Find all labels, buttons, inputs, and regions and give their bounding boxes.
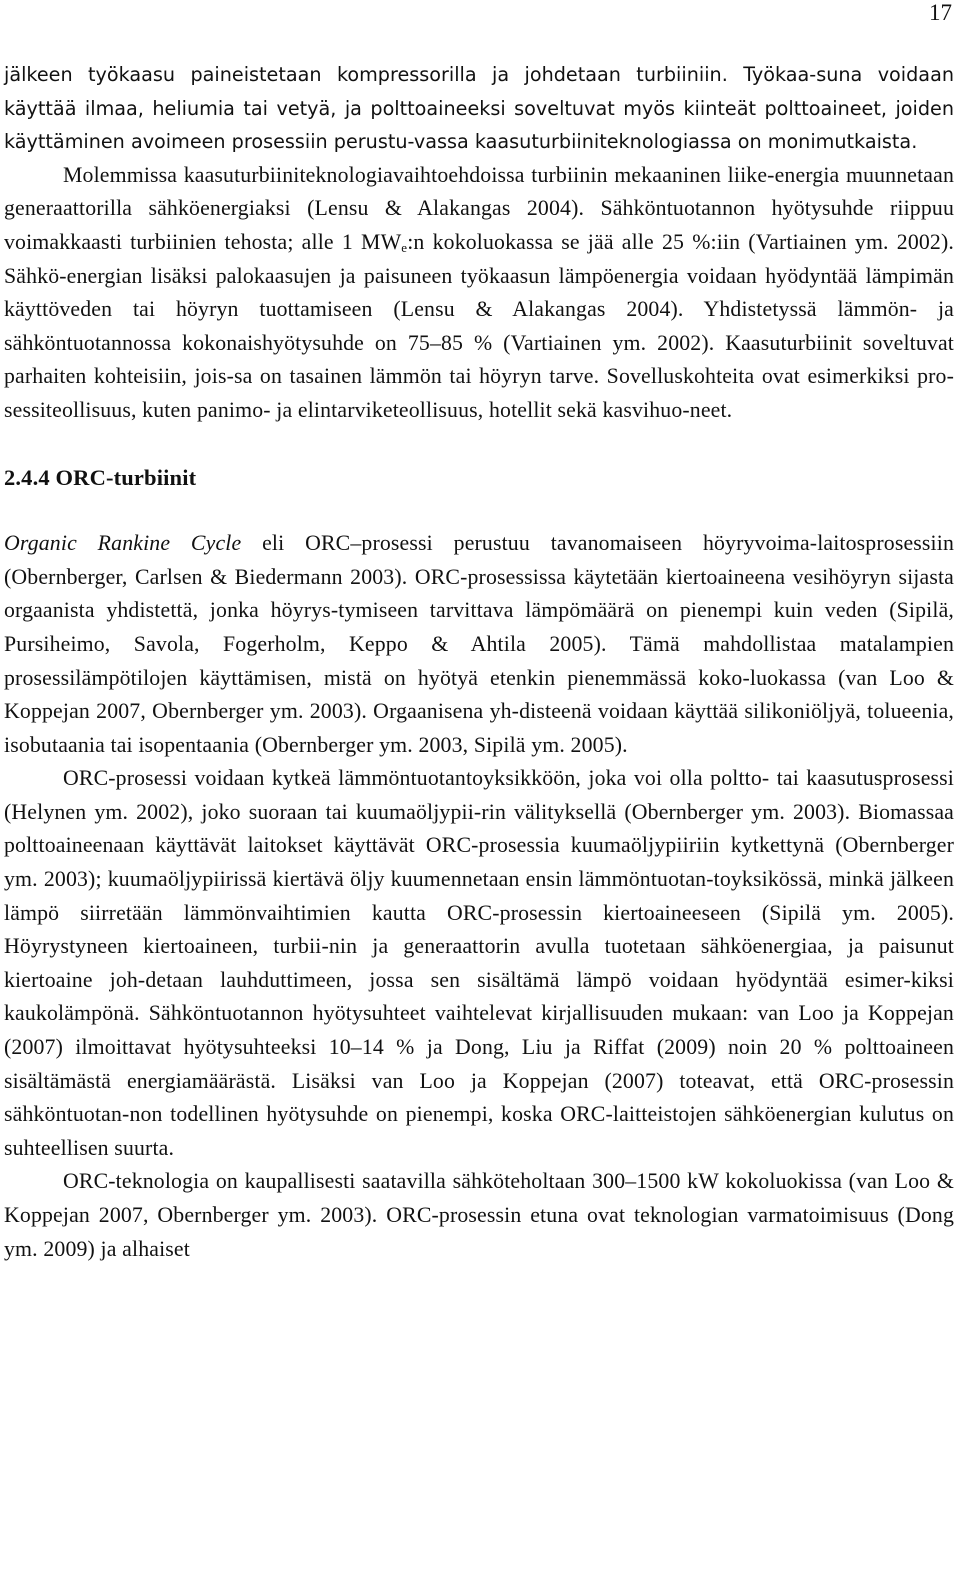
paragraph-orc-technology: ORC-teknologia on kaupallisesti saatavilla sähköteholtaan 300–1500 kW kokoluokissa (van Loo & Koppejan 2007, Obernberger ym. 2003). ORC-prosessin etuna ovat teknologian varmatoimisuus (Dong ym. 2009) ja alhaiset [4,1169,954,1261]
italic-term: Organic Rankine Cycle [4,531,242,556]
paragraph-text: Molemmissa kaasuturbiiniteknologiavaihtoehdoissa turbiinin mekaaninen liike-energia muunnetaan generaattorilla sähköenergiaksi (Lensu & Alakangas 2004). Sähköntuotannon hyötysuhde riippuu voimakkaasti turbiinien tehosta; alle 1 MW [4,162,954,254]
page-number: 17 [929,0,952,25]
section-heading: 2.4.4 ORC-turbiinit [4,464,197,490]
paragraph-text: eli ORC–prosessi perustuu tavanomaiseen höyryvoima-laitosprosessiin (Obernberger, Carlsen & Biedermann 2003). ORC-prosessissa käytetään kiertoaineena vesihöyryn sijasta orgaanista yhdistettä, jonka höyrys-tymiseen tarvittava lämpömäärä on pienempi kuin veden (Sipilä, Pursiheimo, Savola, Fogerholm, Keppo & Ahtila 2005). Tämä mahdollistaa matalampien prosessilämpötilojen käyttämisen, mistä on hyötyä etenkin pienemmässä koko-luokassa (van Loo & Koppejan 2007, Obernberger ym. 2003). Orgaanisena yh-disteenä voidaan käyttää silikoniöljyä, tolueenia, isobutaania tai isopentaania (Obernberger ym. 2003, Sipilä ym. 2005). [4,531,954,757]
paragraph-orc-intro [4,527,954,762]
paragraph-orc-process: ORC-prosessi voidaan kytkeä lämmöntuotantoyksikköön, joka voi olla poltto- tai kaasutusprosessi (Helynen ym. 2002), joko suoraan tai kuumaöljypii-rin välityksellä (Obernberger ym. 2003). Biomassaa polttoaineenaan käyttävät laitokset käyttävät ORC-prosessia kuumaöljypiiriin kytkettynä (Obernberger ym. 2003); kuumaöljypiirissä kiertävä öljy kuumennetaan ensin lämmöntuotan-toyksikössä, minkä jälkeen lämpö siirretään lämmönvaihtimien kautta ORC-prosessin kiertoaineeseen (Sipilä ym. 2005). Höyrystyneen kiertoaineen, turbii-nin ja generaattorin avulla tuotetaan sähköenergiaa, ja paisunut kiertoaine joh-detaan lauhduttimeen, jossa sen sisältämä lämpö voidaan hyödyntää esimer-kiksi kaukolämpönä. Sähköntuotannon hyötysuhteet vaihtelevat kirjallisuuden mukaan: van Loo ja Koppejan (2007) ilmoittavat hyötysuhteeksi 10–14 % ja Dong, Liu ja Riffat (2009) noin 20 % polttoaineen sisältämästä energiamäärästä. Lisäksi van Loo ja Koppejan (2007) toteavat, että ORC-prosessin sähköntuotan-non todellinen hyötysuhde on pienempi, koska ORC-laitteistojen sähköenergian kulutus on suhteellisen suurta. [4,766,954,1160]
subscript: e [401,239,408,255]
paragraph-text: jälkeen työkaasu paineistetaan kompressorilla ja johdetaan turbiiniin. Työkaa-suna voidaan käyttää ilmaa, heliumia tai vetyä, ja polttoaineeksi soveltuvat myös kiinteät polttoaineet, joiden käyttäminen avoimeen prosessiin perustu-vassa kaasuturbiiniteknologiassa on monimutkaista. [4,63,954,154]
paragraph-text: :n kokoluokassa se jää alle 25 %:iin (Vartiainen ym. 2002). Sähkö-energian lisäksi palokaasujen ja paisuneen työkaasun lämpöenergia voidaan hyödyntää lämpimän käyttöveden tai höyryn tuottamiseen (Lensu & Alakangas 2004). Yhdistetyssä lämmön- ja sähköntuotannossa kokonaishyötysuhde on 75–85 % (Vartiainen ym. 2002). Kaasuturbiinit soveltuvat parhaiten kohteisiin, jois-sa on tasainen lämmön tai höyryn tarve. Sovelluskohteita ovat esimerkiksi pro-sessiteollisuus, kuten panimo- ja elintarviketeollisuus, hotellit sekä kasvihuo-neet. [4,229,954,422]
document-body [4,58,954,1266]
paragraph-gas-turbine [4,58,954,428]
